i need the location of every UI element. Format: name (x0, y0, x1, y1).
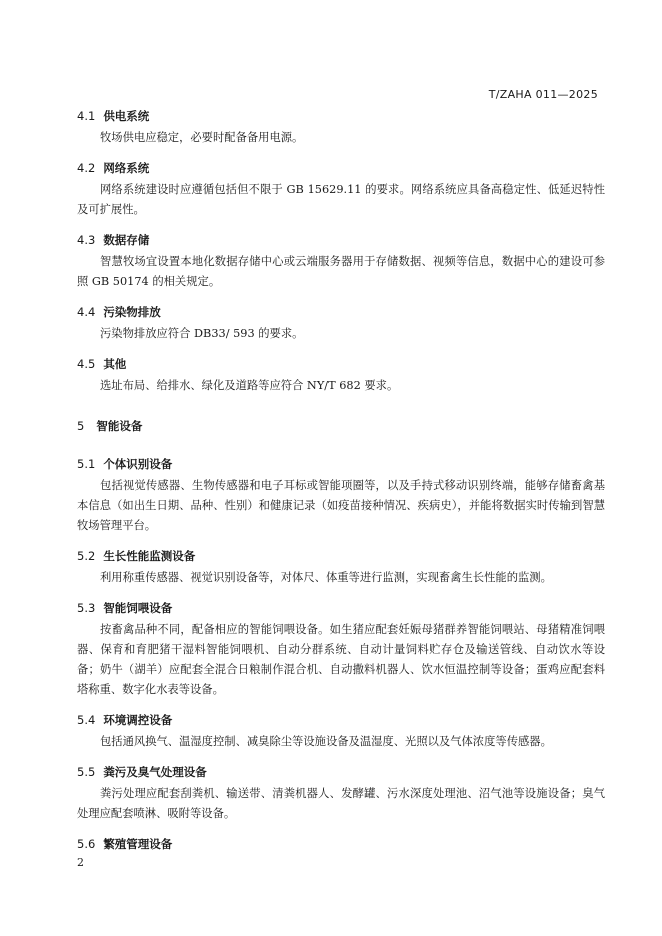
section-heading-5-3 (77, 600, 605, 616)
section-number: 4.1 (77, 109, 96, 123)
section-title: 环境调控设备 (103, 713, 173, 727)
section-number: 5.1 (77, 457, 96, 471)
section-paragraph: 包括通风换气、温湿度控制、减臭除尘等设施设备及温湿度、光照以及气体浓度等传感器。 (100, 735, 552, 748)
section-heading-4-1 (77, 108, 605, 124)
section-title: 其他 (103, 357, 127, 371)
section-title: 数据存储 (103, 233, 150, 247)
section-title: 网络系统 (103, 161, 150, 175)
section-heading-5-1 (77, 456, 605, 472)
section-paragraph: 选址布局、给排水、绿化及道路等应符合 NY/T 682 要求。 (100, 379, 399, 392)
section-heading-5-4 (77, 712, 605, 728)
section-paragraph: 牧场供电应稳定，必要时配备备用电源。 (100, 131, 304, 144)
section-paragraph: 包括视觉传感器、生物传感器和电子耳标或智能项圈等，以及手持式移动识别终端，能够存储畜禽基本信息（如出生日期、品种、性别）和健康记录（如疫苗接种情况、疾病史），并能将数据实时传输到智慧牧场管理平台。 (77, 479, 605, 532)
document-code: T/ZAHA 011—2025 (488, 88, 598, 101)
chapter-title: 智能设备 (96, 419, 143, 433)
section-heading-5-5 (77, 764, 605, 780)
section-title: 供电系统 (103, 109, 150, 123)
page-number: 2 (77, 856, 84, 869)
section-title: 生长性能监测设备 (103, 549, 196, 563)
section-heading-5-6 (77, 836, 605, 852)
section-number: 5.3 (77, 601, 96, 615)
section-title: 智能饲喂设备 (103, 601, 173, 615)
section-number: 5.5 (77, 765, 96, 779)
section-paragraph: 按畜禽品种不同，配备相应的智能饲喂设备。如生猪应配套妊娠母猪群养智能饲喂站、母猪精准饲喂器、保育和育肥猪干湿料智能饲喂机、自动分群系统、自动计量饲料贮存仓及输送管线、自动饮水等设备；奶牛（湖羊）应配套全混合日粮制作混合机、自动撒料机器人、饮水恒温控制等设备；蛋鸡应配套料塔称重、数字化水表等设备。 (77, 623, 605, 696)
section-number: 4.4 (77, 305, 96, 319)
section-paragraph: 利用称重传感器、视觉识别设备等，对体尺、体重等进行监测，实现畜禽生长性能的监测。 (100, 571, 552, 584)
section-paragraph: 粪污处理应配套刮粪机、输送带、清粪机器人、发酵罐、污水深度处理池、沼气池等设施设备；臭气处理应配套喷淋、吸附等设备。 (77, 787, 605, 820)
section-title: 粪污及臭气处理设备 (103, 765, 207, 779)
section-number: 4.3 (77, 233, 96, 247)
section-paragraph: 污染物排放应符合 DB33/ 593 的要求。 (100, 327, 304, 340)
section-heading-4-3 (77, 232, 605, 248)
section-number: 5.4 (77, 713, 96, 727)
section-title: 个体识别设备 (103, 457, 173, 471)
section-paragraph: 网络系统建设时应遵循包括但不限于 GB 15629.11 的要求。网络系统应具备高稳定性、低延迟特性及可扩展性。 (77, 183, 605, 216)
section-heading-4-4 (77, 304, 605, 320)
section-number: 5.2 (77, 549, 96, 563)
section-heading-5-2 (77, 548, 605, 564)
section-title: 繁殖管理设备 (103, 837, 173, 851)
section-heading-4-2 (77, 160, 605, 176)
section-heading-4-5 (77, 356, 605, 372)
chapter-number: 5 (77, 419, 85, 433)
section-number: 4.2 (77, 161, 96, 175)
document-body (77, 108, 605, 852)
section-title: 污染物排放 (103, 305, 161, 319)
section-paragraph: 智慧牧场宜设置本地化数据存储中心或云端服务器用于存储数据、视频等信息，数据中心的建设可参照 GB 50174 的相关规定。 (77, 255, 605, 288)
section-number: 4.5 (77, 357, 96, 371)
section-number: 5.6 (77, 837, 96, 851)
chapter-heading-5 (77, 418, 605, 434)
